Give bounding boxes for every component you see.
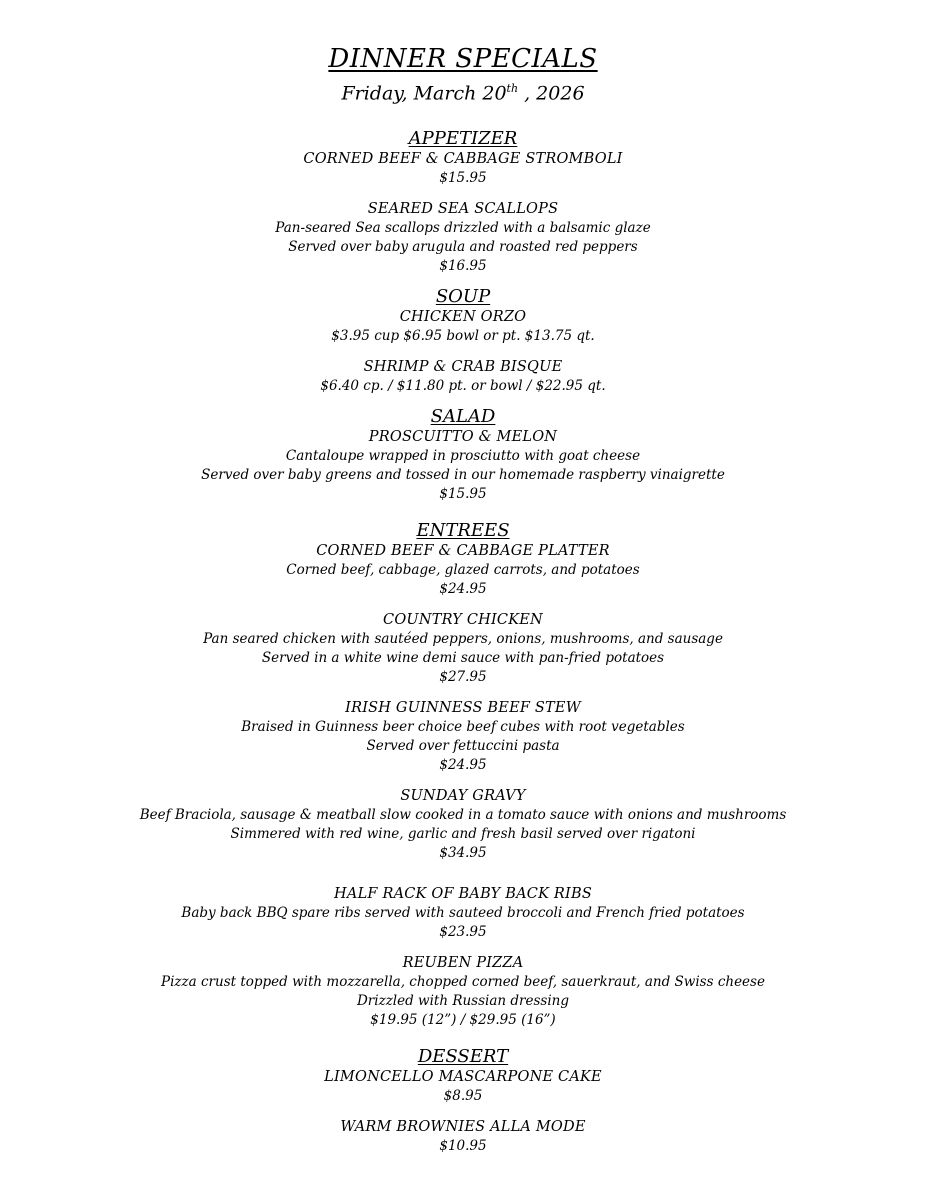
menu-item xyxy=(0,1118,926,1156)
item-name: PROSCUITTO & MELON xyxy=(368,429,558,446)
item-name: REUBEN PIZZA xyxy=(402,955,524,972)
item-description: Served over baby greens and tossed in our homemade raspberry vinaigrette xyxy=(201,467,725,484)
item-price: $3.95 cup $6.95 bowl or pt. $13.75 qt. xyxy=(331,328,595,345)
item-description: Pizza crust topped with mozzarella, chopped corned beef, sauerkraut, and Swiss cheese xyxy=(161,974,765,991)
menu-item xyxy=(0,1068,926,1106)
item-description: Simmered with red wine, garlic and fresh basil served over rigatoni xyxy=(230,826,696,843)
item-name: CORNED BEEF & CABBAGE STROMBOLI xyxy=(303,151,623,168)
item-price: $8.95 xyxy=(443,1088,483,1105)
item-description: Baby back BBQ spare ribs served with sauteed broccoli and French fried potatoes xyxy=(181,905,745,922)
item-price: $34.95 xyxy=(439,845,487,862)
item-description: Drizzled with Russian dressing xyxy=(356,993,569,1010)
item-description: Served in a white wine demi sauce with pan-fried potatoes xyxy=(261,650,665,667)
item-description: Beef Braciola, sausage & meatball slow cooked in a tomato sauce with onions and mushrooms xyxy=(139,807,787,824)
item-description: Braised in Guinness beer choice beef cubes with root vegetables xyxy=(241,719,685,736)
item-description: Corned beef, cabbage, glazed carrots, and potatoes xyxy=(286,562,640,579)
menu-item xyxy=(0,308,926,346)
item-price: $19.95 (12”) / $29.95 (16”) xyxy=(370,1012,556,1029)
menu-item xyxy=(0,200,926,276)
item-price: $10.95 xyxy=(439,1138,487,1155)
item-price: $24.95 xyxy=(439,581,487,598)
item-name: IRISH GUINNESS BEEF STEW xyxy=(345,700,581,717)
menu-title: DINNER SPECIALS xyxy=(328,44,598,74)
item-name: WARM BROWNIES ALLA MODE xyxy=(340,1119,586,1136)
item-description: Served over baby arugula and roasted red peppers xyxy=(288,239,638,256)
item-description: Cantaloupe wrapped in prosciutto with goat cheese xyxy=(285,448,641,465)
item-name: LIMONCELLO MASCARPONE CAKE xyxy=(324,1069,602,1086)
item-name: SUNDAY GRAVY xyxy=(400,788,526,805)
item-description: Pan-seared Sea scallops drizzled with a balsamic glaze xyxy=(275,220,651,237)
section-heading-salad: SALAD xyxy=(430,406,496,428)
date-suffix: th xyxy=(506,82,519,95)
item-price: $15.95 xyxy=(439,170,487,187)
item-name: COUNTRY CHICKEN xyxy=(383,612,543,629)
item-description: Served over fettuccini pasta xyxy=(366,738,560,755)
item-description: Pan seared chicken with sautéed peppers, onions, mushrooms, and sausage xyxy=(203,631,723,648)
menu-item xyxy=(0,150,926,188)
menu-page xyxy=(0,44,926,1156)
menu-item xyxy=(0,542,926,599)
menu-item xyxy=(0,787,926,863)
item-price: $15.95 xyxy=(439,486,487,503)
item-name: CHICKEN ORZO xyxy=(399,309,527,326)
menu-item xyxy=(0,611,926,687)
menu-date xyxy=(0,76,926,106)
date-rest: , 2026 xyxy=(518,82,585,105)
menu-item xyxy=(0,885,926,942)
item-price: $6.40 cp. / $11.80 pt. or bowl / $22.95 qt. xyxy=(320,378,606,395)
date-prefix: Friday, March 20 xyxy=(341,82,507,105)
section-heading-appetizer: APPETIZER xyxy=(408,128,518,150)
item-price: $23.95 xyxy=(439,924,487,941)
menu-item xyxy=(0,428,926,504)
item-name: HALF RACK OF BABY BACK RIBS xyxy=(334,886,592,903)
section-heading-dessert: DESSERT xyxy=(417,1046,509,1068)
item-name: SHRIMP & CRAB BISQUE xyxy=(363,359,563,376)
section-heading-soup: SOUP xyxy=(435,286,491,308)
menu-item xyxy=(0,954,926,1030)
menu-item xyxy=(0,699,926,775)
menu-item xyxy=(0,358,926,396)
section-heading-entrees: ENTREES xyxy=(416,520,510,542)
item-name: CORNED BEEF & CABBAGE PLATTER xyxy=(316,543,610,560)
item-name: SEARED SEA SCALLOPS xyxy=(367,201,559,218)
item-price: $16.95 xyxy=(439,258,487,275)
item-price: $24.95 xyxy=(439,757,487,774)
item-price: $27.95 xyxy=(439,669,487,686)
